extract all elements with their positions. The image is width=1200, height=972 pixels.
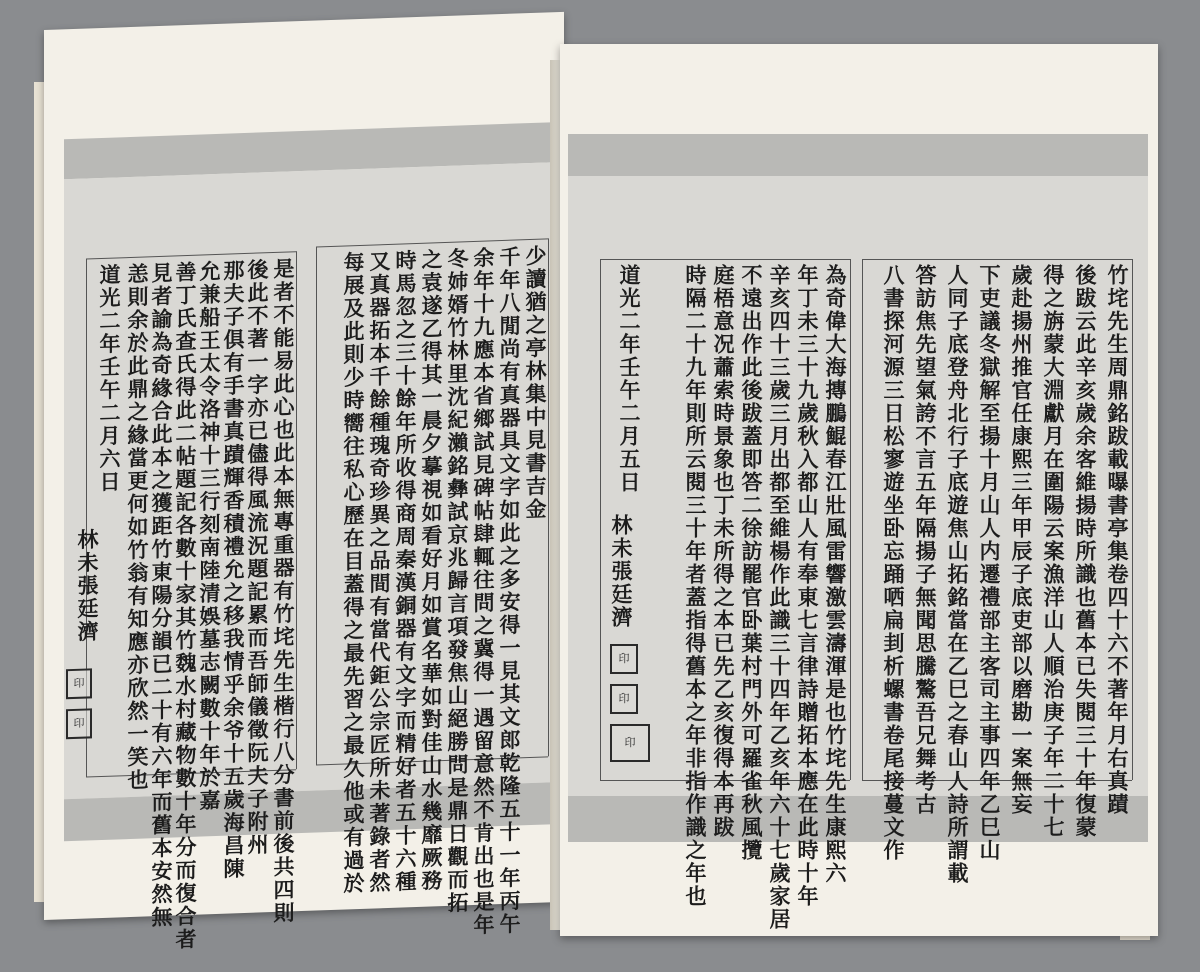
- right-page: [560, 44, 1158, 936]
- text-column: 又真器拓本千餘種瑰奇珍異之品間有當代鉅公宗匠所未著錄者然: [367, 249, 392, 895]
- text-column: 千年八閒尚有真器具文字如此之多安得一見其文郎乾隆五十一年丙午: [497, 245, 522, 937]
- text-column: 為奇偉大海摶鵬鯤春江壯風雷響激雲濤渾是也竹垞先生康熙六: [823, 264, 848, 885]
- text-column: 庭梧意况蕭索時景象也丁未所得之本已先乙亥復得本再跋: [711, 264, 736, 839]
- text-column: 少讀猶之亭林集中見書吉金: [523, 244, 548, 522]
- text-column: 後此不著一字亦已儘得風流況題記累而吾師儀徵阮夫子附州: [245, 258, 270, 857]
- text-column: 答訪焦先望氣誇不言五年隔揚子無聞思騰驁吾兄舞考古: [913, 264, 938, 816]
- right-block-left-rule: [862, 259, 863, 780]
- text-column: 後跋云此辛亥歲余客維揚時所識也舊本已失閱三十年復蒙: [1073, 264, 1098, 839]
- signature-column: 林未張廷濟: [75, 528, 100, 644]
- text-column: 下吏議冬獄解至揚十月山人内遷禮部主客司主事四年乙巳山: [977, 264, 1002, 862]
- text-column: 八書探河源三日松寥遊坐卧忘踊哂扁刲析螺書卷尾接蔓文作: [881, 264, 906, 862]
- text-column: 恙則余於此鼎之緣當更何如竹翁有知應亦欣然一笑也: [125, 262, 150, 793]
- right-block-right-rule: [548, 238, 549, 756]
- text-column: 時馬忽之三十餘年所收得商周秦漢銅器有文字而精好者五十六種: [393, 248, 418, 894]
- seal-stamp: 印: [610, 644, 638, 674]
- date-column: 道光二年壬午二月六日: [97, 263, 122, 495]
- text-column: 歲赴揚州推官任康熙三年甲辰子底吏部以磨勘一案無妄: [1009, 264, 1034, 816]
- seal-stamp: 印: [610, 724, 650, 762]
- text-column: 是者不能易此心也此本無專重器有竹垞先生楷行八分書前後共四則: [271, 257, 296, 926]
- seal-stamp: 印: [610, 684, 638, 714]
- text-column: 竹垞先生周鼎銘跋載曝書亭集卷四十六不著年月右真蹟: [1105, 264, 1130, 816]
- right-block-right-rule: [1132, 259, 1133, 780]
- left-page: [44, 12, 564, 952]
- text-column: 那夫子俱有手書真蹟輝香積禮允之移我情乎余爷十五歲海昌陳: [221, 258, 246, 881]
- seal-stamp: 印: [66, 708, 92, 739]
- text-column: 年丁未三十九歲秋入都山人有奉東七言律詩贈拓本應在此時十年: [795, 264, 820, 908]
- text-column: 人同子底登舟北行子底遊焦山拓銘當在乙巳之春山人詩所謂載: [945, 264, 970, 885]
- text-column: 不遠出作此後跋蓋即答二徐訪罷官卧葉村門外可羅雀秋風攬: [739, 264, 764, 862]
- text-column: 時隔二十九年則所云閱三十年者蓋指得舊本之年非指作識之年也: [683, 264, 708, 908]
- text-column: 見者諭為奇緣合此本之獲距竹東陽分韻已二十有六年而舊本安然無: [149, 261, 174, 930]
- left-block-left-rule: [600, 259, 601, 780]
- signature-column: 林未張廷濟: [609, 514, 634, 629]
- text-column: 允兼船王太令洛神十三行刻南陸清娛墓志闕數十年於嘉: [197, 259, 222, 813]
- left-block-left-rule: [86, 258, 87, 776]
- text-column: 得之旃蒙大淵獻月在圍陽云案漁洋山人順治庚子年二十七: [1041, 264, 1066, 839]
- text-column: 善丁氏查氏得此二帖題記各數十家其竹魏水村藏物數十年分而復合者: [173, 260, 198, 952]
- text-column: 辛亥四十三歲三月出都至維楊作此識三十四年乙亥年六十七歲家居: [767, 264, 792, 931]
- text-column: 冬姉婿竹林里沈紀瀨銘彝試京兆歸言項發焦山絕勝問是鼎日觀而拓: [445, 247, 470, 915]
- left-block-right-rule: [850, 259, 851, 780]
- left-block-right-rule: [296, 251, 297, 769]
- left-block-top-rule: [600, 259, 850, 260]
- seal-stamp: 印: [66, 668, 92, 699]
- right-block-left-rule: [316, 246, 317, 764]
- text-column: 余年十九應本省鄉試見碑帖肆輒往問之冀得一遇留意然不肯出也是年: [471, 246, 496, 938]
- right-block-top-rule: [862, 259, 1132, 260]
- text-column: 之袁遂乙得其一晨夕摹視如看好月如賞名華如對佳山水幾靡厥務: [419, 248, 444, 893]
- text-column: 每展及此則少時嚮往私心歷在目蓋得之最先習之最久他或有過於: [341, 250, 366, 896]
- right-scroll-top-band: [568, 134, 1148, 176]
- date-column: 道光二年壬午二月五日: [617, 264, 642, 494]
